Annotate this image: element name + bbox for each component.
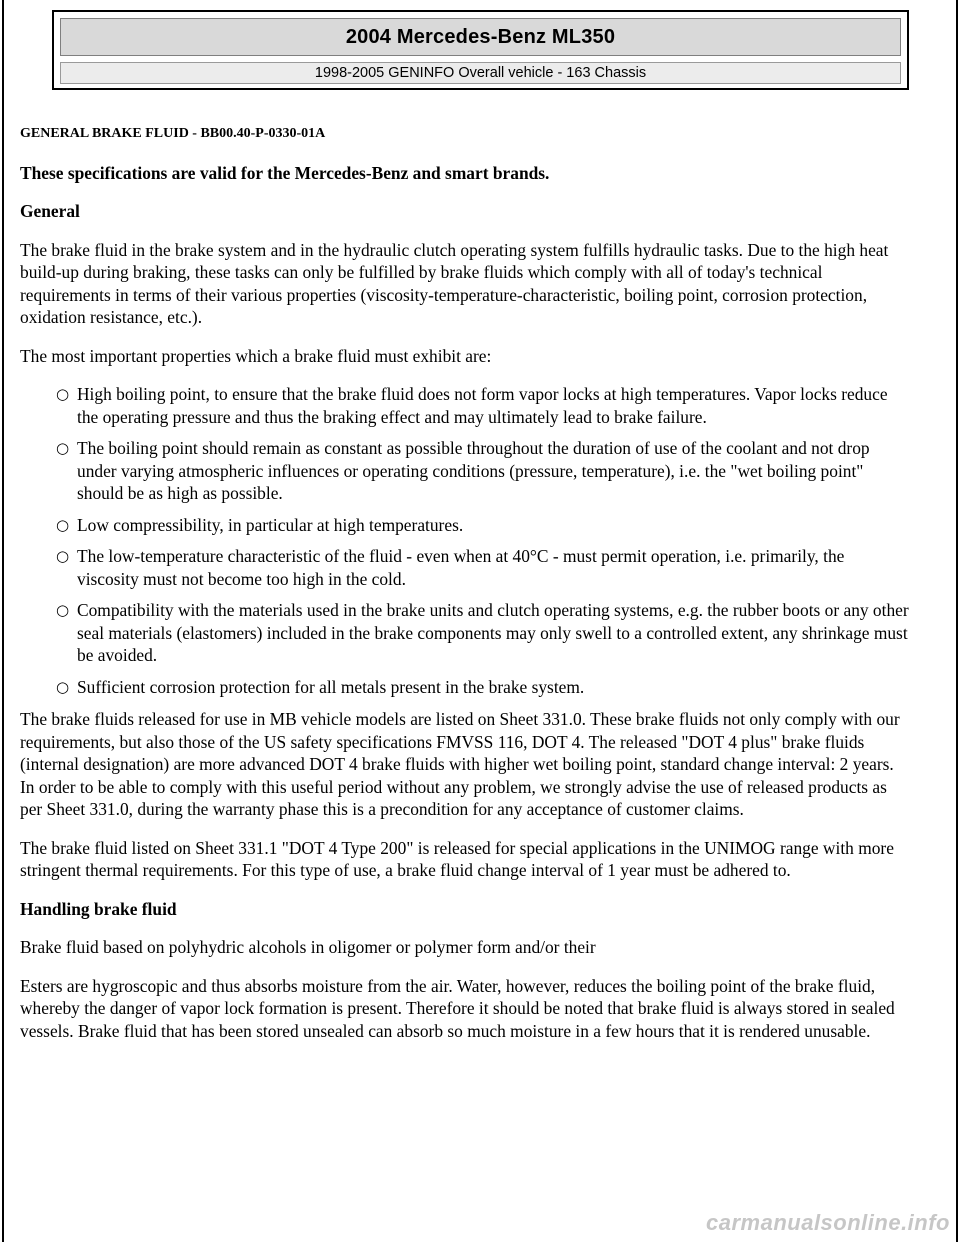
bullet-circle-icon: ○ [56,677,70,696]
site-watermark: carmanualsonline.info [706,1210,950,1235]
list-item [56,545,910,590]
bullet-circle-icon: ○ [56,439,70,457]
list-item-text: Compatibility with the materials used in the brake units and clutch operating systems, e.g. the rubber boots or any other seal materials (elastomers) included in the brake components may only swell to a controlled extent, any shrinkage must be avoided. [77,600,909,665]
bullet-circle-icon: ○ [56,547,70,565]
list-item-text: Sufficient corrosion protection for all metals present in the brake system. [77,676,585,697]
header-title-bar [60,18,901,56]
list-item [56,676,910,699]
document-id: GENERAL BRAKE FLUID - BB00.40-P-0330-01A [20,126,326,141]
handling-paragraph-2: Esters are hygroscopic and thus absorbs moisture from the air. Water, however, reduces the boiling point of the brake fluid, whereby the danger of vapor lock formation is present. Therefore it should be noted that brake fluid is always stored in sealed vessels. Brake fluid that has been stored unsealed can absorb so much moisture in a few hours that it is rendered unusable. [20,975,895,1041]
document-header [52,10,909,90]
section-subtitle: 1998-2005 GENINFO Overall vehicle - 163 Chassis [314,65,647,81]
validity-statement: These specifications are valid for the Mercedes-Benz and smart brands. [20,162,550,183]
handling-paragraph-1: Brake fluid based on polyhydric alcohols in oligomer or polymer form and/or their [20,937,596,957]
vehicle-title: 2004 Mercedes-Benz ML350 [345,25,616,48]
properties-lead-paragraph: The most important properties which a brake fluid must exhibit are: [20,345,492,366]
list-item-text: High boiling point, to ensure that the brake fluid does not form vapor locks at high temperatures. Vapor locks reduce the operating pressure and thus the braking effect and may ultimately lead to brake failure. [77,384,888,427]
properties-list [20,383,910,698]
bullet-circle-icon: ○ [56,601,70,619]
document-body [20,123,910,1058]
list-item [56,437,910,505]
list-item [56,514,910,537]
list-item-text: The boiling point should remain as constant as possible throughout the duration of use of the coolant and not drop under varying atmospheric influences or operating conditions (pressure, temperature), i.e. the "wet boiling point" should be as high as possible. [77,438,870,503]
general-intro-paragraph: The brake fluid in the brake system and in the hydraulic clutch operating system fulfills hydraulic tasks. Due to the high heat build-up during braking, these tasks can only be fulfilled by brake fluids which comply with all of today's technical requirements in terms of their various properties (viscosity-temperature-characteristic, boiling point, corrosion protection, oxidation resistance, etc.). [20,239,889,327]
list-item [56,383,910,428]
list-item [56,599,910,667]
general-heading: General [20,201,80,221]
bullet-circle-icon: ○ [56,385,70,403]
unimog-paragraph: The brake fluid listed on Sheet 331.1 "DOT 4 Type 200" is released for special applications in the UNIMOG range with more stringent thermal requirements. For this type of use, a brake fluid change interval of 1 year must be adhered to. [20,837,894,880]
released-fluids-paragraph: The brake fluids released for use in MB vehicle models are listed on Sheet 331.0. These brake fluids not only comply with our requirements, but also those of the US safety specifications FMVSS 116, DOT 4. The released "DOT 4 plus" brake fluids (internal designation) are more advanced DOT 4 brake fluids with higher wet boiling point, standard change interval: 2 years. In order to be able to comply with this useful period without any problem, we strongly advise the use of released products as per Sheet 331.0, during the warranty phase this is a precondition for any acceptance of customer claims. [20,709,900,819]
handling-heading: Handling brake fluid [20,898,177,919]
list-item-text: The low-temperature characteristic of the fluid - even when at 40°C - must permit operation, i.e. primarily, the viscosity must not become too high in the cold. [77,546,845,589]
list-item-text: Low compressibility, in particular at high temperatures. [77,514,464,535]
bullet-circle-icon: ○ [56,515,70,534]
header-subtitle-bar [60,62,901,84]
